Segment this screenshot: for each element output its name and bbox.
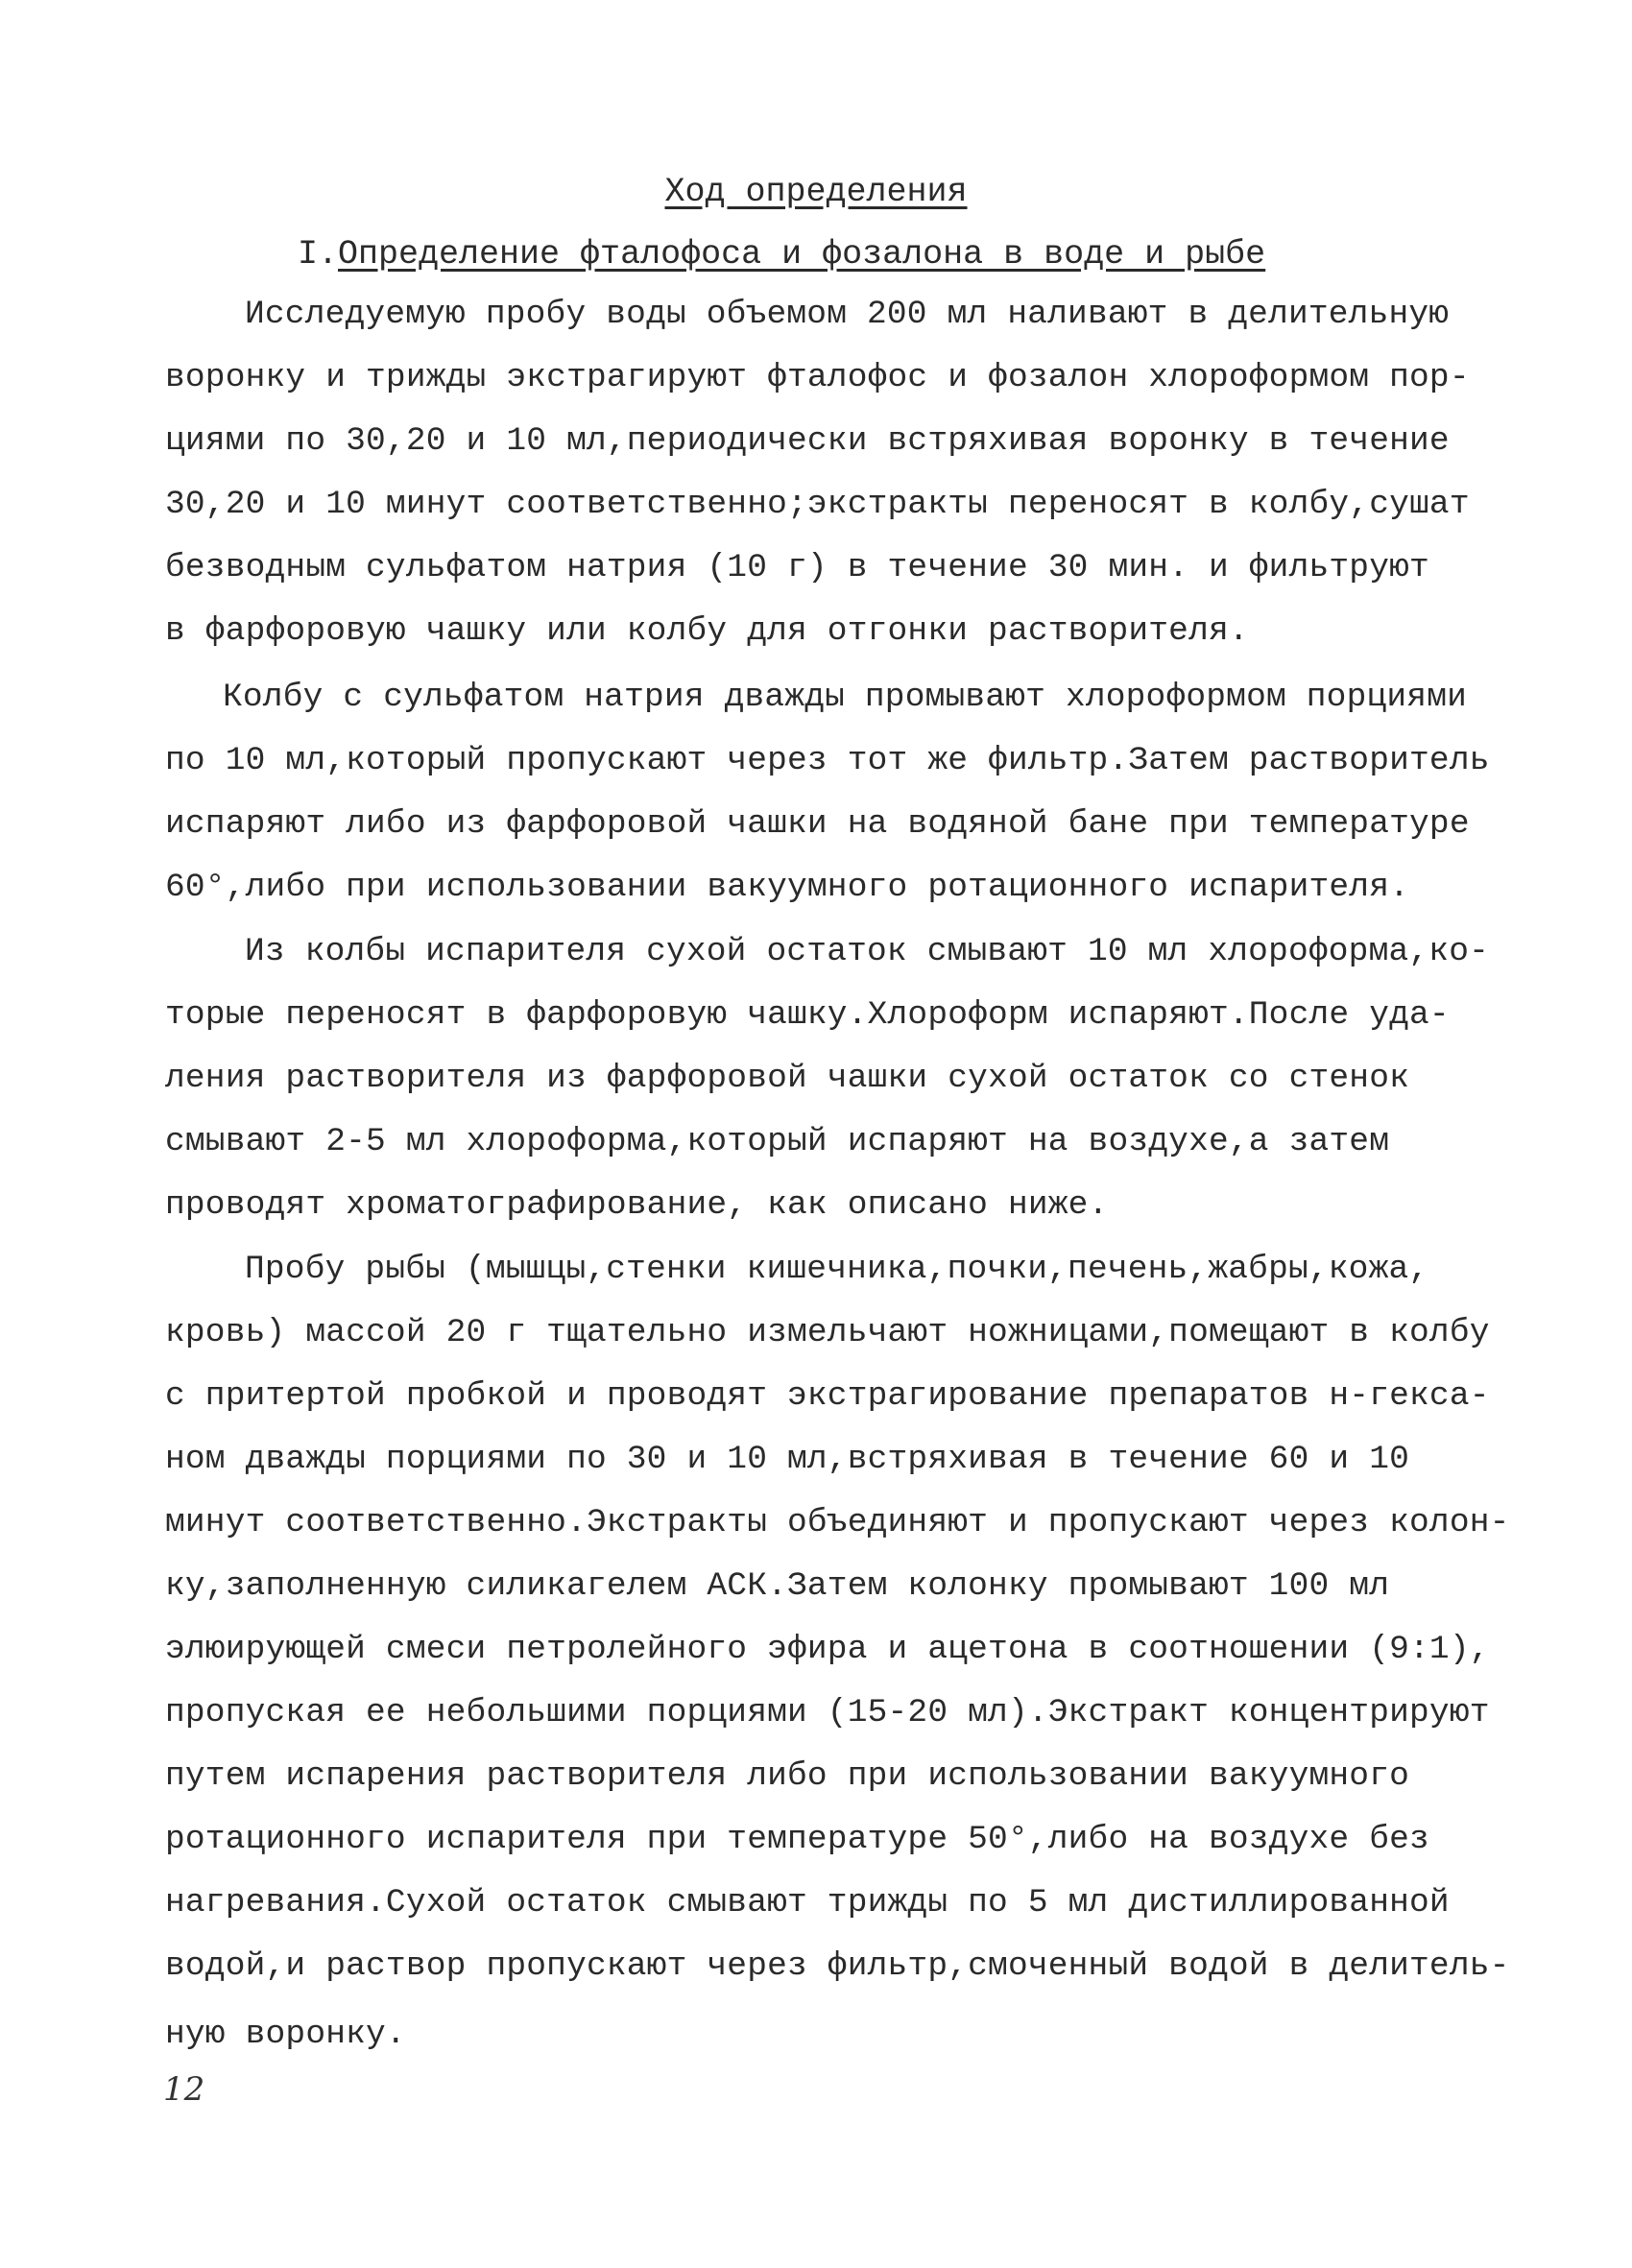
text-line: пропуская ее небольшими порциями (15-20 мл).Экстракт концентрируют <box>165 1694 1490 1731</box>
section-title: Ход определения <box>664 173 968 211</box>
text-line: по 10 мл,который пропускают через тот же фильтр.Затем растворитель <box>165 742 1490 779</box>
text-line: Колбу с сульфатом натрия дважды промывают хлороформом порциями <box>223 679 1468 716</box>
text-line: воронку и трижды экстрагируют фталофос и фозалон хлороформом пор- <box>165 359 1470 396</box>
page-number: 12 <box>163 2070 205 2109</box>
text-line: проводят хроматографирование, как описано ниже. <box>165 1186 1109 1224</box>
text-line: нагревания.Сухой остаток смывают трижды по 5 мл дистиллированной <box>165 1884 1450 1922</box>
text-line: в фарфоровую чашку или колбу для отгонки растворителя. <box>165 612 1249 650</box>
text-line: смывают 2-5 мл хлороформа,который испаряют на воздухе,а затем <box>165 1123 1390 1160</box>
text-line: безводным сульфатом натрия (10 г) в течение 30 мин. и фильтруют <box>165 549 1429 586</box>
text-line: минут соответственно.Экстракты объединяют и пропускают через колон- <box>165 1504 1510 1541</box>
subsection-number: I. <box>298 235 339 274</box>
text-line: 30,20 и 10 минут соответственно;экстракты переносят в колбу,сушат <box>165 486 1470 523</box>
text-line: ротационного испарителя при температуре 50°,либо на воздухе без <box>165 1821 1429 1858</box>
text-line: с притертой пробкой и проводят экстрагирование препаратов н-гекса- <box>165 1377 1490 1415</box>
text-line: путем испарения растворителя либо при использовании вакуумного <box>165 1757 1410 1795</box>
text-line: ную воронку. <box>165 2016 406 2053</box>
text-line: Исследуемую пробу воды объемом 200 мл наливают в делительную <box>245 296 1450 333</box>
subsection-heading <box>298 233 1265 275</box>
text-line: элюирующей смеси петролейного эфира и ацетона в соотношении (9:1), <box>165 1631 1490 1668</box>
text-line: торые переносят в фарфоровую чашку.Хлороформ испаряют.После уда- <box>165 996 1450 1034</box>
text-line: ку,заполненную силикагелем АСК.Затем колонку промывают 100 мл <box>165 1567 1390 1605</box>
text-line: водой,и раствор пропускают через фильтр,смоченный водой в делитель- <box>165 1947 1510 1985</box>
text-line: кровь) массой 20 г тщательно измельчают ножницами,помещают в колбу <box>165 1314 1490 1351</box>
text-line: Из колбы испарителя сухой остаток смывают 10 мл хлороформа,ко- <box>245 933 1490 970</box>
text-line: циями по 30,20 и 10 мл,периодически встряхивая воронку в течение <box>165 422 1450 460</box>
text-line: испаряют либо из фарфоровой чашки на водяной бане при температуре <box>165 805 1470 843</box>
text-line: 60°,либо при использовании вакуумного ротационного испарителя. <box>165 869 1410 906</box>
text-line: ления растворителя из фарфоровой чашки сухой остаток со стенок <box>165 1060 1410 1097</box>
text-line: Пробу рыбы (мышцы,стенки кишечника,почки,печень,жабры,кожа, <box>245 1251 1429 1288</box>
subsection-title: Определение фталофоса и фозалона в воде и рыбе <box>338 235 1266 274</box>
text-line: ном дважды порциями по 30 и 10 мл,встряхивая в течение 60 и 10 <box>165 1441 1410 1478</box>
